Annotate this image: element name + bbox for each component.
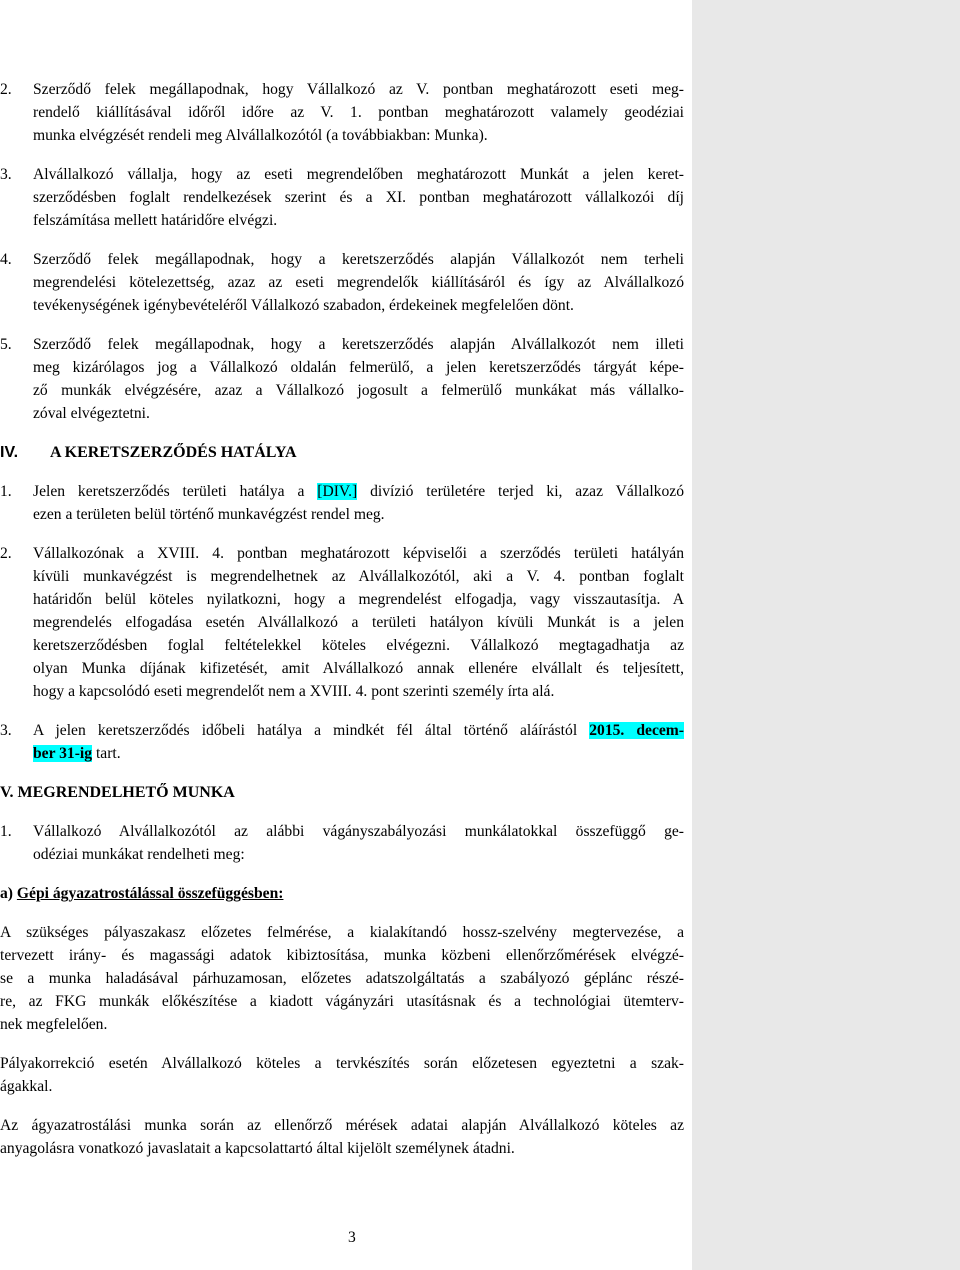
paragraph-line: re, az FKG munkák előkészítése a kiadott vágányzári utasításnak és a technológiai ütemterv- [0, 993, 684, 1010]
section-heading-title: A KERETSZERZŐDÉS HATÁLYA [50, 444, 297, 461]
paragraph-line [33, 721, 684, 741]
text-run: Jelen keretszerződés területi hatálya a [33, 483, 318, 500]
paragraph-line: ezen a területen belül történő munkavégzést rendel meg. [33, 506, 385, 523]
paragraph-line: Vállalkozó Alvállalkozótól az alábbi vágányszabályozási munkálatokkal összefüggő ge- [33, 823, 684, 840]
paragraph-line: nek megfelelően. [0, 1016, 108, 1033]
highlighted-placeholder: [DIV.] [317, 483, 358, 500]
paragraph-line: hogy a kapcsolódó eseti megrendelőt nem a XVIII. 4. pont szerinti személy írta alá. [33, 683, 555, 700]
paragraph-line: ágakkal. [0, 1078, 53, 1095]
text-run: A jelen keretszerződés időbeli hatálya a mindkét fél által történő aláírástól [33, 722, 590, 739]
paragraph-line [33, 744, 121, 764]
paragraph-line: Pályakorrekció esetén Alvállalkozó köteles a tervkészítés során előzetesen egyeztetni a szak- [0, 1055, 684, 1072]
text-run: divízió területére terjed ki, azaz Vállalkozó [357, 483, 684, 500]
paragraph-line: se a munka haladásával párhuzamosan, előzetes adatszolgáltatás a szabályozó géplánc részé- [0, 970, 684, 987]
section-heading-title: V. MEGRENDELHETŐ MUNKA [0, 784, 235, 801]
paragraph-line: anyagolásra vonatkozó javaslatait a kapcsolattartó által kijelölt személynek átadni. [0, 1140, 515, 1157]
paragraph-line: megrendelés elfogadása esetén Alvállalkozó a területi hatályon kívüli Munkát is a jelen [33, 614, 684, 631]
paragraph-line: megrendelési kötelezettség, azaz az eseti megrendelők kiállításáról és így az Alvállalkozó [33, 274, 684, 291]
item-number: 4. [0, 251, 12, 268]
paragraph-line: határidőn belül köteles nyilatkozni, hogy a megrendelést elfogadja, vagy visszautasítja. A [33, 591, 684, 608]
item-number: 3. [0, 166, 12, 183]
page-number: 3 [348, 1229, 356, 1246]
comment-margin-panel [692, 0, 960, 1270]
paragraph-line: szerződésben foglalt rendelkezések szerint és a XI. pontban meghatározott vállalkozói díj [33, 189, 684, 206]
text-run: tart. [92, 745, 121, 762]
paragraph-line: Szerződő felek megállapodnak, hogy Vállalkozó az V. pontban meghatározott eseti meg- [33, 81, 684, 98]
paragraph-line: tevékenységének igénybevételéről Vállalkozó szabadon, érdekeinek megfelelően dönt. [33, 297, 574, 314]
paragraph-line: zóval elvégeztetni. [33, 405, 150, 422]
item-number: 1. [0, 823, 12, 840]
item-number: 5. [0, 336, 12, 353]
paragraph-line: Vállalkozónak a XVIII. 4. pontban meghatározott képviselői a szerződés területi hatályán [33, 545, 684, 562]
subheading [0, 884, 283, 904]
paragraph-line: Szerződő felek megállapodnak, hogy a keretszerződés alapján Vállalkozót nem terheli [33, 251, 684, 268]
item-number: 1. [0, 483, 12, 500]
highlighted-date: 2015. decem- [589, 722, 684, 739]
section-heading [0, 783, 235, 803]
paragraph-line: kívüli munkavégzést is megrendelhetnek az Alvállalkozótól, aki a V. 4. pontban foglalt [33, 568, 684, 585]
subheading-title: Gépi ágyazatrostálással összefüggésben: [16, 885, 284, 902]
highlighted-date: ber 31-ig [33, 745, 93, 762]
section-heading [0, 443, 297, 463]
paragraph-line: felszámítása mellett határidőre elvégzi. [33, 212, 278, 229]
item-number: 2. [0, 545, 12, 562]
item-number: 2. [0, 81, 12, 98]
section-heading-number: IV. [0, 444, 19, 461]
item-number: 3. [0, 722, 12, 739]
paragraph-line: munka elvégzését rendeli meg Alvállalkozótól (a továbbiakban: Munka). [33, 127, 488, 144]
subheading-label: a) [0, 885, 13, 902]
paragraph-line: olyan Munka díjának kifizetését, amit Alvállalkozó annak ellenére elvállalt és teljesített, [33, 660, 684, 677]
paragraph-line: Az ágyazatrostálási munka során az ellenőrző mérések adatai alapján Alvállalkozó köteles az [0, 1117, 684, 1134]
paragraph-line: A szükséges pályaszakasz előzetes felmérése, a kialakítandó hossz-szelvény megtervezése, a [0, 924, 684, 941]
paragraph-line: Szerződő felek megállapodnak, hogy a keretszerződés alapján Alvállalkozót nem illeti [33, 336, 684, 353]
paragraph-line: meg kizárólagos jog a Vállalkozó oldalán felmerülő, a jelen keretszerződés tárgyát képe- [33, 359, 684, 376]
paragraph-line: Alvállalkozó vállalja, hogy az eseti megrendelőben meghatározott Munkát a jelen keret- [33, 166, 684, 183]
paragraph-line: ző munkák elvégzésére, azaz a Vállalkozó jogosult a felmerülő munkákat más vállalko- [33, 382, 684, 399]
paragraph-line [33, 482, 684, 502]
paragraph-line: rendelő kiállításával időről időre az V. 1. pontban meghatározott valamely geodéziai [33, 104, 684, 121]
paragraph-line: odéziai munkákat rendelheti meg: [33, 846, 245, 863]
paragraph-line: keretszerződésben foglal feltételekkel köteles elvégezni. Vállalkozó megtagadhatja az [33, 637, 684, 654]
paragraph-line: tervezett irány- és magassági adatok kibiztosítása, munka közbeni ellenőrzőmérések elvégzé- [0, 947, 684, 964]
